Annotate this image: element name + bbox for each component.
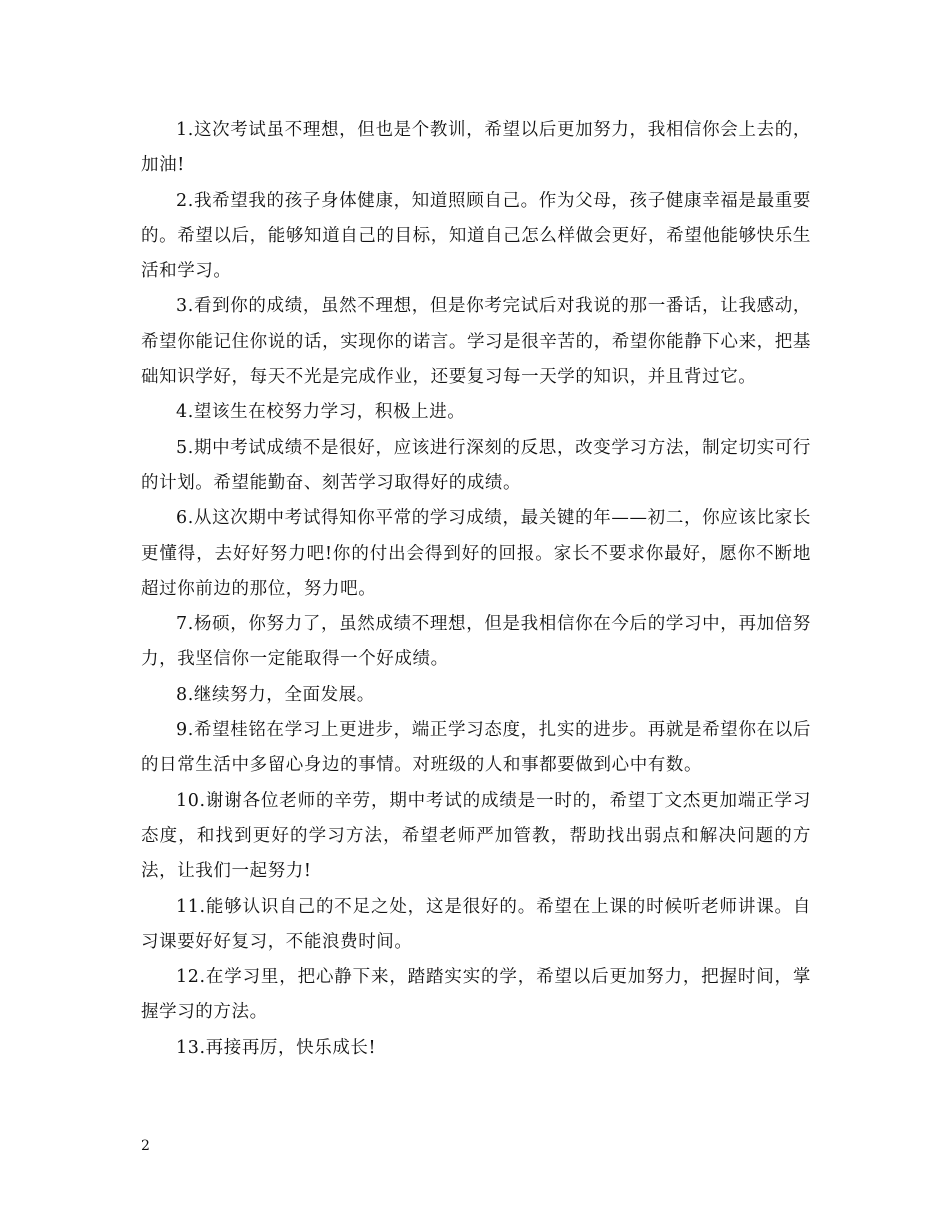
paragraph-7: 7.杨硕，你努力了，虽然成绩不理想，但是我相信你在今后的学习中，再加倍努力，我坚信你一定能取得一个好成绩。: [141, 614, 811, 670]
paragraph-3: 3.看到你的成绩，虽然不理想，但是你考完试后对我说的那一番话，让我感动，希望你能记住你说的话，实现你的诺言。学习是很辛苦的，希望你能静下心来，把基础知识学好，每天不光是完成作业，还要复习每一天学的知识，并且背过它。: [141, 296, 811, 388]
document-body: [141, 113, 811, 1066]
paragraph-11: 11.能够认识自己的不足之处，这是很好的。希望在上课的时候听老师讲课。自习课要好好复习，不能浪费时间。: [141, 896, 811, 952]
paragraph-1: 1.这次考试虽不理想，但也是个教训，希望以后更加努力，我相信你会上去的，加油!: [141, 120, 811, 176]
page-number: 2: [141, 1138, 150, 1154]
paragraph-9: 9.希望桂铭在学习上更进步，端正学习态度，扎实的进步。再就是希望你在以后的日常生活中多留心身边的事情。对班级的人和事都要做到心中有数。: [141, 720, 811, 776]
paragraph-4: 4.望该生在校努力学习，积极上进。: [176, 402, 466, 423]
paragraph-5: 5.期中考试成绩不是很好，应该进行深刻的反思，改变学习方法，制定切实可行的计划。希望能勤奋、刻苦学习取得好的成绩。: [141, 437, 811, 493]
paragraph-12: 12.在学习里，把心静下来，踏踏实实的学，希望以后更加努力，把握时间，掌握学习的方法。: [141, 967, 811, 1023]
paragraph-2: 2.我希望我的孩子身体健康，知道照顾自己。作为父母，孩子健康幸福是最重要的。希望以后，能够知道自己的目标，知道自己怎么样做会更好，希望他能够快乐生活和学习。: [141, 190, 811, 282]
paragraph-10: 10.谢谢各位老师的辛劳，期中考试的成绩是一时的，希望丁文杰更加端正学习态度，和找到更好的学习方法，希望老师严加管教，帮助找出弱点和解决问题的方法，让我们一起努力!: [141, 790, 811, 882]
paragraph-6: 6.从这次期中考试得知你平常的学习成绩，最关键的年——初二，你应该比家长更懂得，去好好努力吧!你的付出会得到好的回报。家长不要求你最好，愿你不断地超过你前边的那位，努力吧。: [141, 508, 811, 599]
paragraph-8: 8.继续努力，全面发展。: [176, 684, 375, 705]
paragraph-13: 13.再接再厉，快乐成长!: [176, 1037, 377, 1058]
